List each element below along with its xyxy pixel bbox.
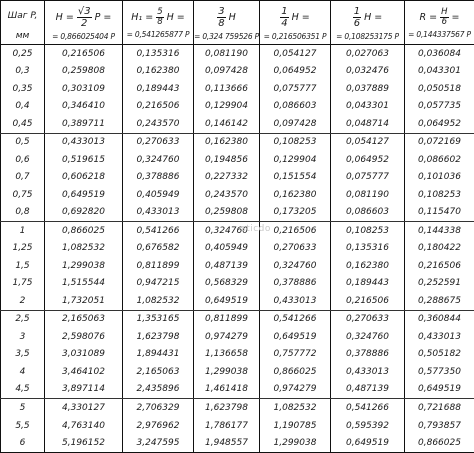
header-h1 — [123, 1, 194, 45]
cell-c16: 0,433013 — [331, 363, 405, 381]
cell-r: 0,721688 — [405, 399, 474, 417]
cell-c14: 0,974279 — [260, 381, 331, 399]
header-h1-formula — [123, 8, 193, 27]
cell-p: 2,5 — [1, 310, 45, 328]
table-row — [1, 169, 474, 187]
header-three-eighths-num: 3 — [218, 5, 225, 17]
cell-p: 3,5 — [1, 346, 45, 364]
cell-r: 0,866025 — [405, 434, 474, 452]
cell-c14: 0,541266 — [260, 310, 331, 328]
cell-c14: 0,075777 — [260, 80, 331, 98]
cell-c16: 0,081190 — [331, 186, 405, 204]
cell-c14: 0,129904 — [260, 151, 331, 169]
header-r-num: H — [441, 6, 448, 17]
cell-c38: 1,136658 — [194, 346, 260, 364]
cell-p: 0,7 — [1, 169, 45, 187]
cell-h: 0,649519 — [45, 186, 123, 204]
header-r-fraction — [440, 8, 448, 27]
cell-c16: 0,032476 — [331, 63, 405, 81]
cell-h1: 0,324760 — [123, 151, 194, 169]
cell-c14: 0,324760 — [260, 257, 331, 275]
cell-h: 5,196152 — [45, 434, 123, 452]
table-row — [1, 45, 474, 63]
cell-c14: 0,757772 — [260, 346, 331, 364]
cell-r: 0,505182 — [405, 346, 474, 364]
cell-c14: 0,216506 — [260, 222, 331, 240]
table-row — [1, 363, 474, 381]
cell-h: 3,031089 — [45, 346, 123, 364]
table-row — [1, 257, 474, 275]
table-row — [1, 151, 474, 169]
cell-c38: 0,811899 — [194, 310, 260, 328]
header-pitch-line2: мм — [15, 30, 30, 41]
cell-c16: 0,048714 — [331, 115, 405, 133]
cell-h: 0,866025 — [45, 222, 123, 240]
header-r-formula — [405, 8, 474, 27]
cell-c16: 0,487139 — [331, 381, 405, 399]
header-h-value: = 0,866025404 P — [52, 31, 115, 41]
cell-c14: 0,173205 — [260, 204, 331, 222]
cell-h: 0,606218 — [45, 169, 123, 187]
cell-r: 0,252591 — [405, 275, 474, 293]
cell-h1: 0,676582 — [123, 240, 194, 258]
cell-p: 0,8 — [1, 204, 45, 222]
cell-c16: 0,541266 — [331, 399, 405, 417]
cell-h1: 3,247595 — [123, 434, 194, 452]
cell-c14: 0,086603 — [260, 98, 331, 116]
cell-r: 0,144338 — [405, 222, 474, 240]
table-row — [1, 133, 474, 151]
cell-h1: 1,894431 — [123, 346, 194, 364]
header-row — [1, 1, 474, 45]
cell-h1: 2,435896 — [123, 381, 194, 399]
cell-c16: 0,216506 — [331, 292, 405, 310]
cell-p: 0,4 — [1, 98, 45, 116]
header-h-rhs: P = — [94, 11, 112, 23]
header-sixth — [331, 1, 405, 45]
cell-c16: 0,378886 — [331, 346, 405, 364]
cell-h1: 1,353165 — [123, 310, 194, 328]
table-row — [1, 275, 474, 293]
cell-c38: 1,299038 — [194, 363, 260, 381]
cell-c38: 0,405949 — [194, 240, 260, 258]
cell-h: 0,692820 — [45, 204, 123, 222]
cell-r: 0,064952 — [405, 115, 474, 133]
table-row — [1, 98, 474, 116]
header-h — [45, 1, 123, 45]
cell-p: 1 — [1, 222, 45, 240]
cell-h1: 0,135316 — [123, 45, 194, 63]
header-three-eighths-rhs: H — [228, 11, 236, 23]
cell-c14: 0,054127 — [260, 45, 331, 63]
cell-c38: 1,623798 — [194, 399, 260, 417]
cell-c38: 0,324760 — [194, 222, 260, 240]
cell-c14: 1,082532 — [260, 399, 331, 417]
cell-p: 1,25 — [1, 240, 45, 258]
cell-c16: 0,086603 — [331, 204, 405, 222]
table-row — [1, 381, 474, 399]
cell-c38: 0,259808 — [194, 204, 260, 222]
cell-r: 0,433013 — [405, 328, 474, 346]
cell-c16: 0,027063 — [331, 45, 405, 63]
table-row — [1, 434, 474, 452]
cell-h: 1,082532 — [45, 240, 123, 258]
cell-c38: 0,113666 — [194, 80, 260, 98]
header-three-eighths-fraction — [217, 6, 225, 29]
cell-r: 0,043301 — [405, 63, 474, 81]
cell-c14: 0,649519 — [260, 328, 331, 346]
cell-h1: 0,378886 — [123, 169, 194, 187]
header-h1-lhs: H₁ = — [131, 11, 154, 23]
cell-p: 1,75 — [1, 275, 45, 293]
cell-r: 0,108253 — [405, 186, 474, 204]
cell-r: 0,036084 — [405, 45, 474, 63]
cell-p: 4,5 — [1, 381, 45, 399]
table-row — [1, 63, 474, 81]
cell-p: 0,5 — [1, 133, 45, 151]
cell-p: 5,5 — [1, 417, 45, 435]
cell-h: 1,515544 — [45, 275, 123, 293]
cell-r: 0,050518 — [405, 80, 474, 98]
cell-c14: 0,097428 — [260, 115, 331, 133]
cell-p: 0,25 — [1, 45, 45, 63]
cell-c16: 0,162380 — [331, 257, 405, 275]
cell-p: 2 — [1, 292, 45, 310]
cell-p: 5 — [1, 399, 45, 417]
header-three-eighths-den: 8 — [218, 17, 225, 29]
header-r-lhs: R = — [419, 11, 438, 23]
cell-c38: 0,974279 — [194, 328, 260, 346]
table-row — [1, 80, 474, 98]
cell-c16: 0,135316 — [331, 240, 405, 258]
header-h1-rhs: H = — [166, 11, 185, 23]
cell-h1: 0,189443 — [123, 80, 194, 98]
cell-r: 0,180422 — [405, 240, 474, 258]
header-three-eighths — [194, 1, 260, 45]
cell-r: 0,288675 — [405, 292, 474, 310]
cell-p: 1,5 — [1, 257, 45, 275]
cell-c38: 1,461418 — [194, 381, 260, 399]
cell-p: 4 — [1, 363, 45, 381]
cell-h1: 0,811899 — [123, 257, 194, 275]
cell-p: 0,6 — [1, 151, 45, 169]
cell-h1: 0,541266 — [123, 222, 194, 240]
cell-c38: 0,081190 — [194, 45, 260, 63]
watermark-text: sticdo — [241, 224, 271, 234]
cell-h1: 0,433013 — [123, 204, 194, 222]
header-sixth-num: 1 — [353, 5, 361, 17]
cell-c38: 0,568329 — [194, 275, 260, 293]
cell-h1: 2,165063 — [123, 363, 194, 381]
cell-r: 0,101036 — [405, 169, 474, 187]
cell-h1: 0,162380 — [123, 63, 194, 81]
cell-r: 0,086602 — [405, 151, 474, 169]
table-row — [1, 399, 474, 417]
cell-c38: 0,146142 — [194, 115, 260, 133]
cell-c38: 0,487139 — [194, 257, 260, 275]
cell-h1: 0,405949 — [123, 186, 194, 204]
header-sixth-value: = 0,108253175 P — [336, 31, 399, 41]
header-quarter-rhs: H = — [291, 11, 310, 23]
header-h-lhs: H = — [55, 11, 74, 23]
cell-p: 0,3 — [1, 63, 45, 81]
header-quarter-formula — [260, 6, 330, 29]
table-row — [1, 204, 474, 222]
cell-h: 0,259808 — [45, 63, 123, 81]
cell-p: 6 — [1, 434, 45, 452]
cell-c38: 0,129904 — [194, 98, 260, 116]
table-row — [1, 346, 474, 364]
table-body — [1, 45, 474, 453]
cell-c16: 0,043301 — [331, 98, 405, 116]
cell-r: 0,057735 — [405, 98, 474, 116]
header-r-value: = 0,144337567 P — [408, 29, 471, 39]
cell-h: 2,598076 — [45, 328, 123, 346]
cell-h: 1,299038 — [45, 257, 123, 275]
table-row — [1, 222, 474, 240]
cell-c14: 0,064952 — [260, 63, 331, 81]
header-sixth-rhs: H = — [364, 11, 383, 23]
cell-r: 0,793857 — [405, 417, 474, 435]
cell-c14: 0,151554 — [260, 169, 331, 187]
cell-h: 0,303109 — [45, 80, 123, 98]
cell-h: 0,433013 — [45, 133, 123, 151]
cell-c16: 0,595392 — [331, 417, 405, 435]
header-h1-fraction — [156, 8, 163, 27]
table-row — [1, 292, 474, 310]
cell-c38: 1,786177 — [194, 417, 260, 435]
header-three-eighths-value: = 0,324 759526 P — [194, 31, 259, 41]
cell-c38: 1,948557 — [194, 434, 260, 452]
cell-c14: 0,866025 — [260, 363, 331, 381]
cell-r: 0,360844 — [405, 310, 474, 328]
header-h-fraction — [77, 6, 92, 29]
cell-h: 4,330127 — [45, 399, 123, 417]
cell-h1: 0,270633 — [123, 133, 194, 151]
header-sixth-den: 6 — [353, 17, 361, 29]
header-quarter-fraction — [280, 6, 288, 29]
cell-c16: 0,054127 — [331, 133, 405, 151]
cell-c16: 0,270633 — [331, 310, 405, 328]
header-pitch — [1, 1, 45, 45]
header-h-formula — [45, 6, 122, 29]
cell-c14: 0,378886 — [260, 275, 331, 293]
header-pitch-line1: Шаг P, — [7, 10, 38, 21]
cell-h1: 2,706329 — [123, 399, 194, 417]
header-sixth-fraction — [353, 6, 361, 29]
cell-c14: 1,299038 — [260, 434, 331, 452]
header-r-den: 6 — [441, 16, 448, 27]
cell-p: 0,35 — [1, 80, 45, 98]
table-row — [1, 310, 474, 328]
cell-p: 0,45 — [1, 115, 45, 133]
cell-c38: 0,194856 — [194, 151, 260, 169]
header-quarter — [260, 1, 331, 45]
cell-r: 0,216506 — [405, 257, 474, 275]
cell-h: 0,519615 — [45, 151, 123, 169]
cell-c14: 1,190785 — [260, 417, 331, 435]
table-row — [1, 240, 474, 258]
cell-c16: 0,189443 — [331, 275, 405, 293]
cell-h1: 0,216506 — [123, 98, 194, 116]
cell-r: 0,649519 — [405, 381, 474, 399]
cell-c14: 0,162380 — [260, 186, 331, 204]
header-quarter-value: = 0,216506351 P — [263, 31, 327, 41]
header-h-den: 2 — [81, 17, 88, 29]
cell-h1: 2,976962 — [123, 417, 194, 435]
table-row — [1, 186, 474, 204]
cell-h: 0,346410 — [45, 98, 123, 116]
cell-h: 2,165063 — [45, 310, 123, 328]
cell-h1: 0,243570 — [123, 115, 194, 133]
cell-h: 1,732051 — [45, 292, 123, 310]
cell-c16: 0,037889 — [331, 80, 405, 98]
header-quarter-num: 1 — [281, 5, 288, 17]
cell-c38: 0,649519 — [194, 292, 260, 310]
table-row — [1, 328, 474, 346]
header-h-num: √3 — [77, 5, 91, 17]
cell-h: 4,763140 — [45, 417, 123, 435]
cell-h1: 0,947215 — [123, 275, 194, 293]
cell-r: 0,072169 — [405, 133, 474, 151]
cell-c16: 0,075777 — [331, 169, 405, 187]
cell-h1: 1,082532 — [123, 292, 194, 310]
cell-c14: 0,270633 — [260, 240, 331, 258]
cell-p: 3 — [1, 328, 45, 346]
table-row — [1, 417, 474, 435]
cell-c38: 0,162380 — [194, 133, 260, 151]
cell-c38: 0,243570 — [194, 186, 260, 204]
header-three-eighths-formula — [194, 6, 259, 29]
header-h1-num: 5 — [157, 6, 163, 17]
cell-p: 0,75 — [1, 186, 45, 204]
header-h1-den: 8 — [157, 16, 163, 27]
header-r — [405, 1, 474, 45]
cell-c16: 0,324760 — [331, 328, 405, 346]
cell-c14: 0,108253 — [260, 133, 331, 151]
cell-c38: 0,227332 — [194, 169, 260, 187]
cell-c16: 0,064952 — [331, 151, 405, 169]
header-sixth-formula — [331, 6, 404, 29]
cell-c16: 0,649519 — [331, 434, 405, 452]
cell-h: 0,216506 — [45, 45, 123, 63]
cell-r: 0,577350 — [405, 363, 474, 381]
header-r-rhs: = — [451, 11, 460, 23]
cell-r: 0,115470 — [405, 204, 474, 222]
cell-h1: 1,623798 — [123, 328, 194, 346]
header-h1-value: = 0,541265877 P — [126, 29, 190, 39]
cell-h: 3,464102 — [45, 363, 123, 381]
header-quarter-den: 4 — [281, 17, 288, 29]
cell-h: 0,389711 — [45, 115, 123, 133]
cell-c38: 0,097428 — [194, 63, 260, 81]
cell-h: 3,897114 — [45, 381, 123, 399]
table-row — [1, 115, 474, 133]
cell-c14: 0,433013 — [260, 292, 331, 310]
cell-c16: 0,108253 — [331, 222, 405, 240]
